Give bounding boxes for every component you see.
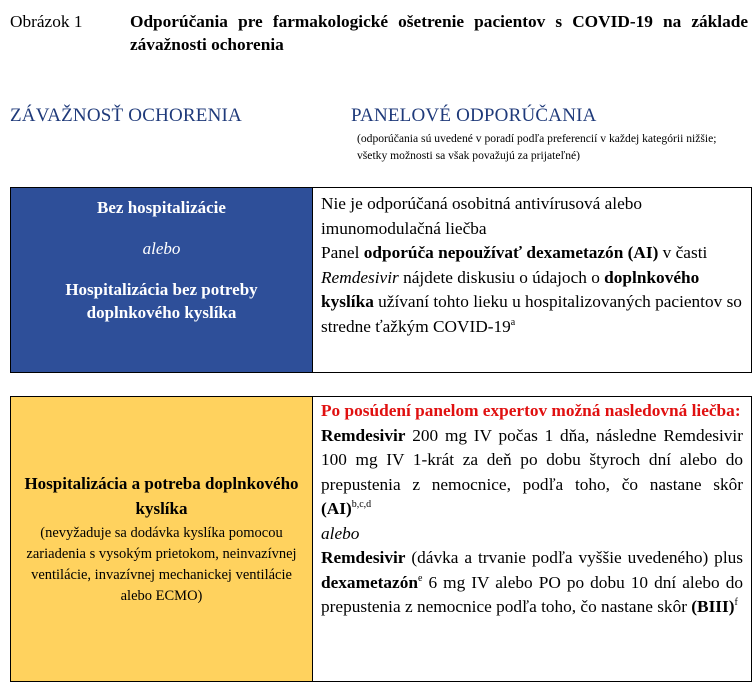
severity-cell-no-oxygen [11,188,313,372]
severity-column-heading: ZÁVAŽNOSŤ OCHORENIA [10,105,242,126]
severity-hospitalized-no-oxygen: Hospitalizácia bez potreby doplnkového kyslíka [65,280,258,322]
row-oxygen [10,396,752,682]
recommendation-dexamethasone: Panel odporúča nepoužívať dexametazón (AI) v časti Remdesivir nájdete diskusiu o údajoch o doplnkového kyslíka užívaní tohto lieku u hospitalizovaných pacientov so stredne ťažkým COVID-19$^a$ [321,243,742,336]
or-label-2: alebo [321,523,360,543]
recommendation-cell-oxygen [313,397,751,681]
recommendation-no-antiviral: Nie je odporúčaná osobitná antivírusová alebo imunomodulačná liečba [321,194,643,238]
option-remdesivir: Remdesivir 200 mg IV počas 1 dňa, následne Remdesivir 100 mg IV 1-krát za deň po dobu štyroch dní alebo do prepustenia z nemocnice, podľa toho, čo nastane skôr (AI)$^{b,c,d}$ [321,425,743,518]
severity-hospitalized-oxygen: Hospitalizácia a potreba doplnkového kyslíka [24,474,299,518]
option-remdesivir-dexamethasone: Remdesivir (dávka a trvanie podľa vyššie uvedeného) plus dexametazón$^e$ 6 mg IV alebo PO po dobu 10 dní alebo do prepustenia z nemocnice podľa toho, čo nastane skôr (BIII)$^f$ [321,548,743,616]
severity-oxygen-note: (nevyžaduje sa dodávka kyslíka pomocou zariadenia s vysokým prietokom, neinvazívnej ventilácie, invazívnej mechanickej ventilácie alebo ECMO) [26,525,297,604]
figure-title: Odporúčania pre farmakologické ošetrenie pacientov s COVID-19 na základe závažnosti ochorenia [130,12,748,54]
recommendation-cell-no-oxygen [313,188,751,372]
or-label: alebo [142,239,181,258]
figure-label: Obrázok 1 [10,12,83,31]
severity-cell-oxygen [11,397,313,681]
recommendations-column-heading: PANELOVÉ ODPORÚČANIA [351,105,597,126]
severity-outpatient: Bez hospitalizácie [97,198,226,217]
expert-panel-heading: Po posúdení panelom expertov možná nasledovná liečba: [321,401,741,420]
row-no-oxygen [10,187,752,373]
recommendations-note: (odporúčania sú uvedené v poradí podľa preferencií v každej kategórii nižšie; všetky možnosti sa však považujú za prijateľné) [357,132,717,162]
